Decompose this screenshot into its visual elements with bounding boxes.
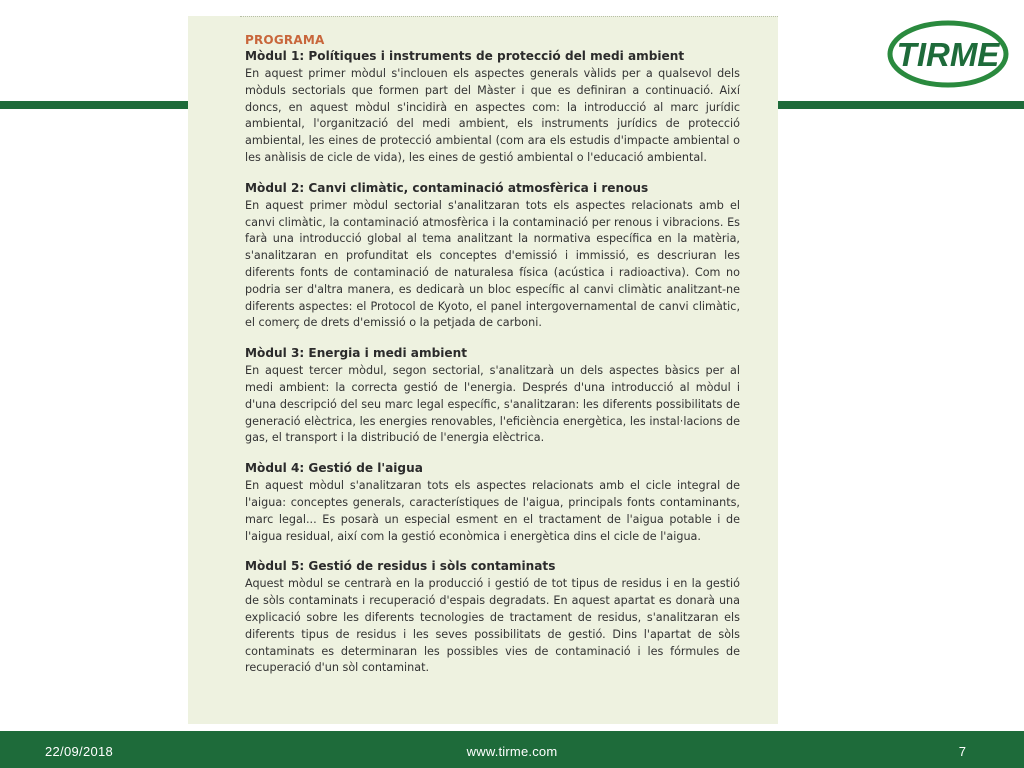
header-rule-left bbox=[0, 101, 188, 109]
module-2 bbox=[245, 180, 740, 332]
footer-date: 22/09/2018 bbox=[45, 744, 114, 759]
section-label: PROGRAMA bbox=[245, 33, 325, 47]
module-body: En aquest mòdul s'analitzaran tots els aspectes relacionats amb el cicle integral de l'aigua: conceptes generals, característiques de l'aigua, principals fonts contaminants, marc legal... Es posarà un especial esment en el tractament de l'aigua potable i de l'aigua residual, així com la gestió econòmica i energètica dins el cicle de l'aigua. bbox=[245, 479, 740, 543]
module-5 bbox=[245, 558, 740, 677]
module-4 bbox=[245, 460, 740, 545]
module-body: En aquest primer mòdul s'inclouen els aspectes generals vàlids per a qualsevol dels mòduls sectorials que formen part del Màster i que es definiran a continuació. Així doncs, en aquest mòdul s'incidirà en aspectes com: la introducció al marc jurídic ambiental, l'organització del medi ambient, els instruments jurídics de protecció ambiental, les eines de protecció ambiental (com ara els estudis d'impacte ambiental o les anàlisis de cicle de vida), les eines de gestió ambiental o l'educació ambiental. bbox=[245, 67, 740, 164]
logo-text: TIRME bbox=[896, 36, 1000, 73]
footer-bar bbox=[0, 731, 1024, 768]
module-title: Mòdul 5: Gestió de residus i sòls contaminats bbox=[245, 559, 556, 574]
module-body: En aquest tercer mòdul, segon sectorial, s'analitzarà un dels aspectes bàsics per al medi ambient: la correcta gestió de l'energia. Després d'una introducció al mòdul i d'una descripció del seu marc legal específic, s'analitzaran: les diferents possibilitats de generació elèctrica, les energies renovables, l'eficiència energètica, les instal·lacions de gas, el transport i la distribució de l'energia elèctrica. bbox=[245, 364, 740, 445]
scan-top-border bbox=[240, 16, 778, 19]
module-title: Mòdul 2: Canvi climàtic, contaminació atmosfèrica i renous bbox=[245, 180, 649, 195]
module-title: Mòdul 1: Polítiques i instruments de protecció del medi ambient bbox=[245, 49, 685, 63]
scanned-document bbox=[188, 16, 778, 724]
module-body: En aquest primer mòdul sectorial s'analitzaran tots els aspectes relacionats amb el canvi climàtic, la contaminació atmosfèrica i la contaminació per renous i vibracions. Es farà una introducció global al tema analitzant la normativa específica en la matèria, s'analitzaran en profunditat els conceptes d'emissió i immissió, es descriuran les diferents fonts de contaminació de naturalesa física (acústica i radioactiva). Com no podria ser d'altra manera, es dedicarà un bloc específic al canvi climàtic analitzant-ne diferents aspectes: el Protocol de Kyoto, el panel intergovernamental de canvi climàtic, el comerç de drets d'emissió o la petjada de carboni. bbox=[245, 198, 740, 330]
footer-url[interactable]: www.tirme.com bbox=[466, 744, 558, 759]
module-3 bbox=[245, 345, 740, 447]
module-body: Aquest mòdul se centrarà en la producció i gestió de tot tipus de residus i en la gestió de sòls contaminats i recuperació d'espais degradats. En aquest apartat es donarà una explicació sobre les diferents tecnologies de tractament de residus, s'analitzaran els diferents tipus de residus i les seves possibilitats de gestió. Dins l'apartat de sòls contaminats es determinaran les possibles vies de contaminació i les fórmules de recuperació d'un sòl contaminat. bbox=[245, 577, 740, 675]
page-number: 7 bbox=[958, 744, 966, 759]
module-title: Mòdul 4: Gestió de l'aigua bbox=[245, 461, 423, 476]
module-title: Mòdul 3: Energia i medi ambient bbox=[245, 346, 467, 361]
module-1 bbox=[245, 48, 740, 167]
tirme-logo bbox=[886, 18, 1010, 90]
header-rule-right bbox=[778, 101, 1024, 109]
